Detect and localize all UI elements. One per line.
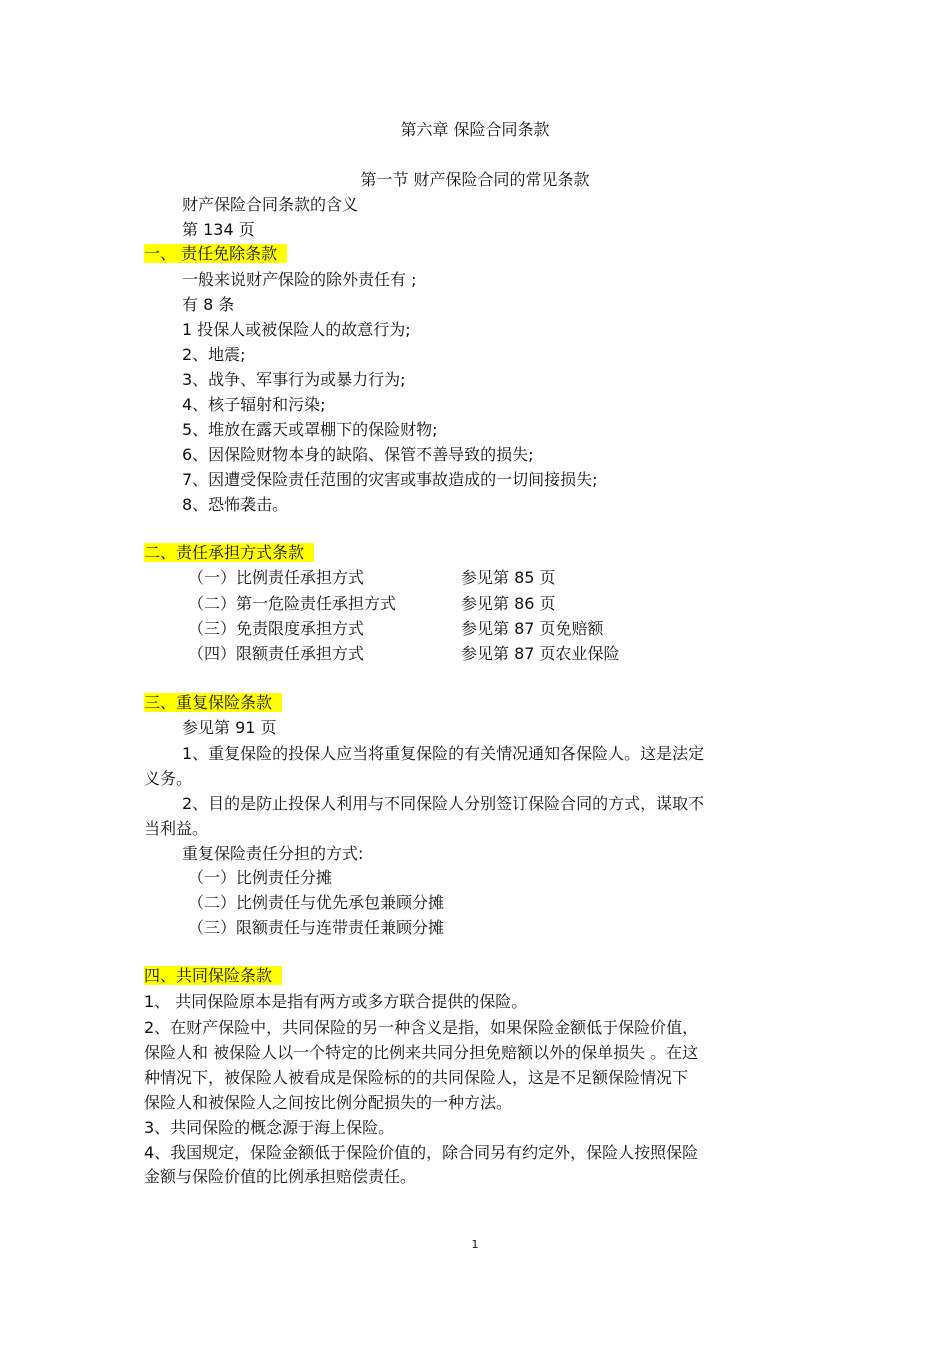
list-item: 5、堆放在露天或罩棚下的保险财物; [182,420,438,439]
list-item: 4、核子辐射和污染; [182,395,326,414]
section-heading-2: 二、责任承担方式条款 [144,543,314,563]
paragraph-line: 当利益。 [144,819,209,838]
section-heading-4: 四、共同保险条款 [144,966,282,986]
list-item-label: （四）限额责任承担方式 [188,644,365,663]
list-item-label: （二）第一危险责任承担方式 [188,594,397,613]
paragraph-line: 义务。 [144,769,193,788]
list-item: （一）比例责任分摊 [188,868,333,887]
page-reference: 参见第 86 页 [461,594,556,613]
paragraph-line: 2、在财产保险中，共同保险的另一种含义是指，如果保险金额低于保险价值， [144,1018,699,1037]
page-number: 1 [471,1238,479,1251]
list-item: 2、地震; [182,345,246,364]
intro-line: 财产保险合同条款的含义 [182,195,359,214]
section-title: 第一节 财产保险合同的常见条款 [360,170,590,189]
body-line: 有 8 条 [182,295,235,314]
page-reference: 参见第 87 页农业保险 [461,644,620,663]
section-heading-1: 一、 责任免除条款 [144,244,287,264]
list-item: （二）比例责任与优先承包兼顾分摊 [188,893,445,912]
list-item-label: （三）免责限度承担方式 [188,619,365,638]
list-item: 6、因保险财物本身的缺陷、保管不善导致的损失; [182,445,534,464]
paragraph-line: 2、目的是防止投保人利用与不同保险人分别签订保险合同的方式，谋取不 [182,794,705,813]
paragraph-line: 1、重复保险的投保人应当将重复保险的有关情况通知各保险人。这是法定 [182,744,705,763]
chapter-title: 第六章 保险合同条款 [400,120,550,139]
page-reference: 参见第 87 页免赔额 [461,619,604,638]
paragraph-line: 种情况下，被保险人被看成是保险标的的共同保险人，这是不足额保险情况下 [144,1068,689,1087]
paragraph-line: 保险人和 被保险人以一个特定的比例来共同分担免赔额以外的保单损失 。在这 [144,1043,699,1062]
list-item-label: （一）比例责任承担方式 [188,568,365,587]
list-item: 7、因遭受保险责任范围的灾害或事故造成的一切间接损失; [182,470,598,489]
paragraph-line: 1、 共同保险原本是指有两方或多方联合提供的保险。 [144,992,528,1011]
sub-heading: 重复保险责任分担的方式: [182,844,364,863]
paragraph-line: 4、我国规定，保险金额低于保险价值的，除合同另有约定外，保险人按照保险 [144,1143,699,1162]
paragraph-line: 金额与保险价值的比例承担赔偿责任。 [144,1167,417,1186]
page-reference: 参见第 91 页 [182,718,277,737]
list-item: 3、战争、军事行为或暴力行为; [182,370,406,389]
section-heading-3: 三、重复保险条款 [144,693,282,713]
paragraph-line: 保险人和被保险人之间按比例分配损失的一种方法。 [144,1093,513,1112]
body-line: 一般来说财产保险的除外责任有 ; [182,270,417,289]
page-reference: 参见第 85 页 [461,568,556,587]
list-item: 1 投保人或被保险人的故意行为; [182,320,411,339]
paragraph-line: 3、共同保险的概念源于海上保险。 [144,1118,395,1137]
intro-page-ref: 第 134 页 [182,220,255,239]
list-item: 8、恐怖袭击。 [182,495,289,514]
list-item: （三）限额责任与连带责任兼顾分摊 [188,918,445,937]
